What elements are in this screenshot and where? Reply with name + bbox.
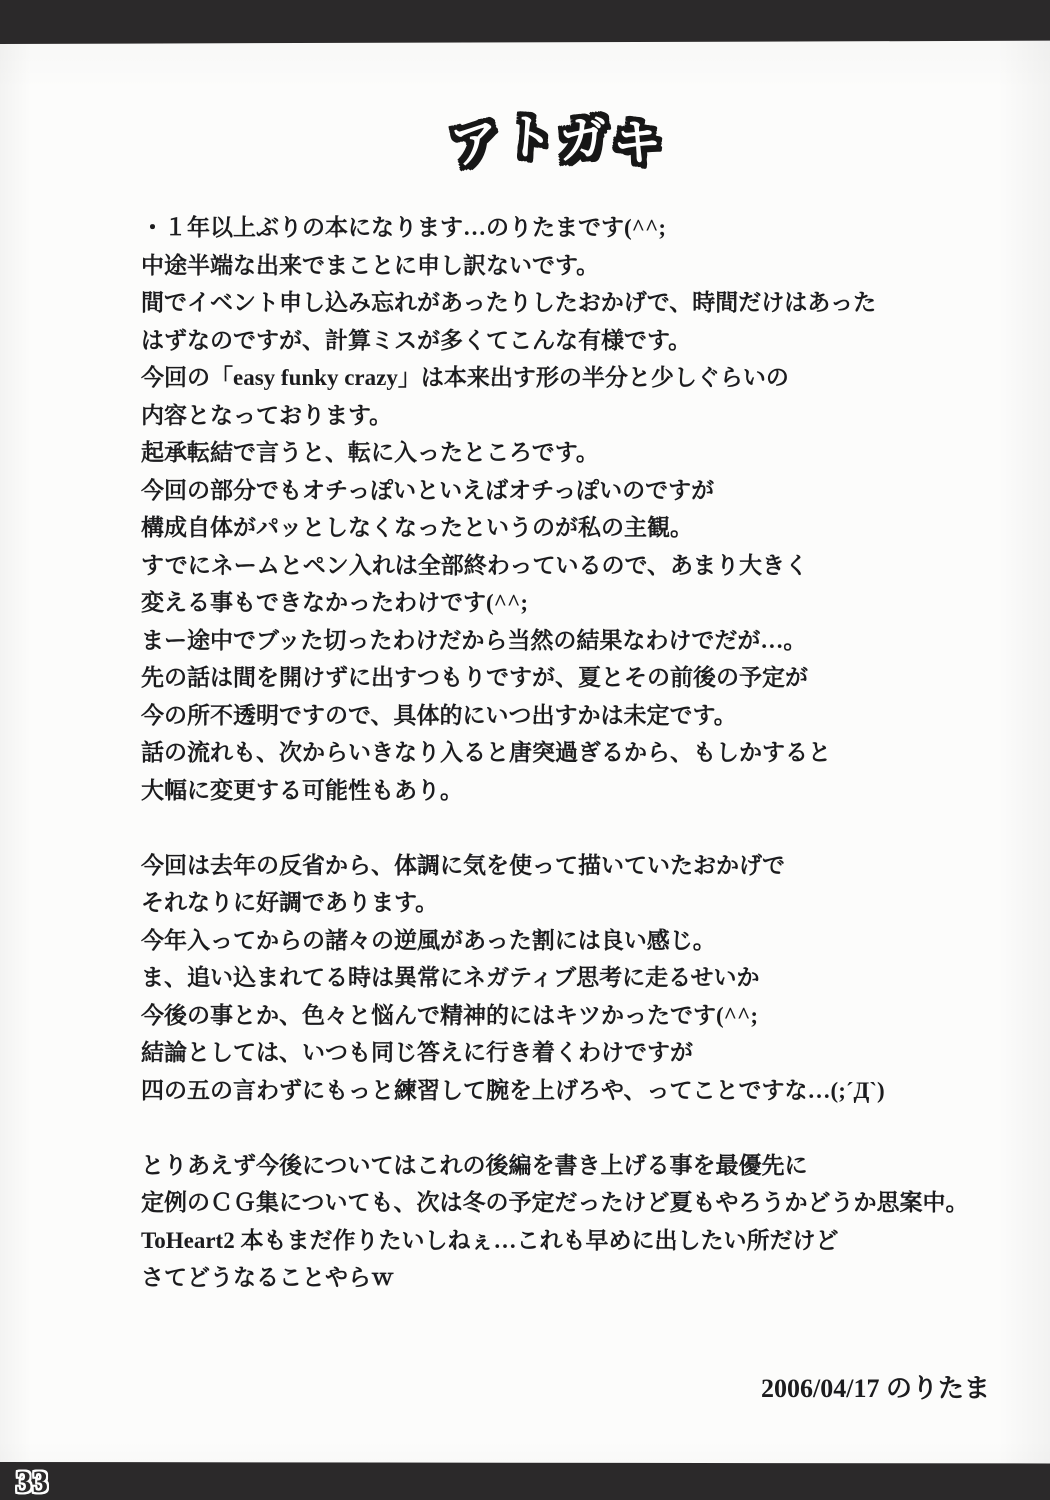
afterword-line: 変える事もできなかったわけです(^^; xyxy=(141,590,529,615)
afterword-body xyxy=(141,209,969,1297)
afterword-line: さてどうなることやらｗ xyxy=(141,1265,394,1290)
afterword-line: 先の話は間を開けずに出すつもりですが、夏とその前後の予定が xyxy=(141,665,808,690)
afterword-line: ま、追い込まれてる時は異常にネガティブ思考に走るせいか xyxy=(141,965,760,990)
title-char: ア xyxy=(446,113,505,176)
page-number: 33 xyxy=(15,1464,49,1500)
afterword-line: 話の流れも、次からいきなり入ると唐突過ぎるから、もしかすると xyxy=(141,740,831,765)
paragraph xyxy=(141,1147,969,1297)
paragraph xyxy=(141,847,941,1110)
date-signature: 2006/04/17 のりたま xyxy=(761,1374,990,1403)
afterword-line: はずなのですが、計算ミスが多くてこんな有様です。 xyxy=(141,327,692,353)
afterword-line: ・１年以上ぶりの本になります…のりたまです(^^; xyxy=(141,215,667,240)
afterword-line: 今後の事とか、色々と悩んで精神的にはキツかったです(^^; xyxy=(141,1002,759,1028)
afterword-line: 今回の部分でもオチっぽいといえばオチっぽいのですが xyxy=(141,477,715,503)
page-title xyxy=(446,110,664,176)
afterword-line: 大幅に変更する可能性もあり。 xyxy=(141,777,463,803)
title-char: キ xyxy=(609,114,664,174)
afterword-line: 起承転結で言うと、転に入ったところです。 xyxy=(141,440,599,465)
afterword-line: 結論としては、いつも同じ答えに行き着くわけですが xyxy=(141,1040,693,1065)
afterword-line: 中途半端な出来でまことに申し訳ないです。 xyxy=(141,252,600,278)
afterword-line: 四の五の言わずにもっと練習して腕を上げろや、ってことですな…(;´Д`) xyxy=(141,1077,885,1103)
afterword-line: 間でイベント申し込み忘れがあったりしたおかげで、時間だけはあった xyxy=(141,290,877,315)
afterword-line: 今回の「easy funky crazy」は本来出す形の半分と少しぐらいの xyxy=(141,365,789,390)
afterword-line: 今回は去年の反省から、体調に気を使って描いていたおかげで xyxy=(141,852,785,878)
afterword-line: まー途中でブッた切ったわけだから当然の結果なわけでだが…。 xyxy=(141,627,807,653)
afterword-line: それなりに好調であります。 xyxy=(141,890,439,915)
afterword-line: すでにネームとペン入れは全部終わっているので、あまり大きく xyxy=(141,552,808,578)
afterword-line: 定例のＣＧ集についても、次は冬の予定だったけど夏もやろうかどうか思案中。 xyxy=(141,1190,969,1215)
afterword-line: ToHeart2 本もまだ作りたいしねぇ…これも早めに出したい所だけど xyxy=(141,1227,839,1253)
afterword-line: 内容となっております。 xyxy=(141,402,393,428)
title-char: ト xyxy=(503,110,556,168)
bottom-scan-bar xyxy=(0,1462,1050,1500)
paragraph xyxy=(141,209,941,809)
afterword-line: 今の所不透明ですので、具体的にいつ出すかは未定です。 xyxy=(141,702,737,728)
title-char: ガ xyxy=(556,112,610,170)
afterword-line: とりあえず今後についてはこれの後編を書き上げる事を最優先に xyxy=(141,1152,808,1178)
afterword-line: 今年入ってからの諸々の逆風があった割には良い感じ。 xyxy=(141,927,716,953)
afterword-line: 構成自体がパッとしなくなったというのが私の主観。 xyxy=(141,515,693,540)
top-scan-bar xyxy=(0,0,1050,44)
